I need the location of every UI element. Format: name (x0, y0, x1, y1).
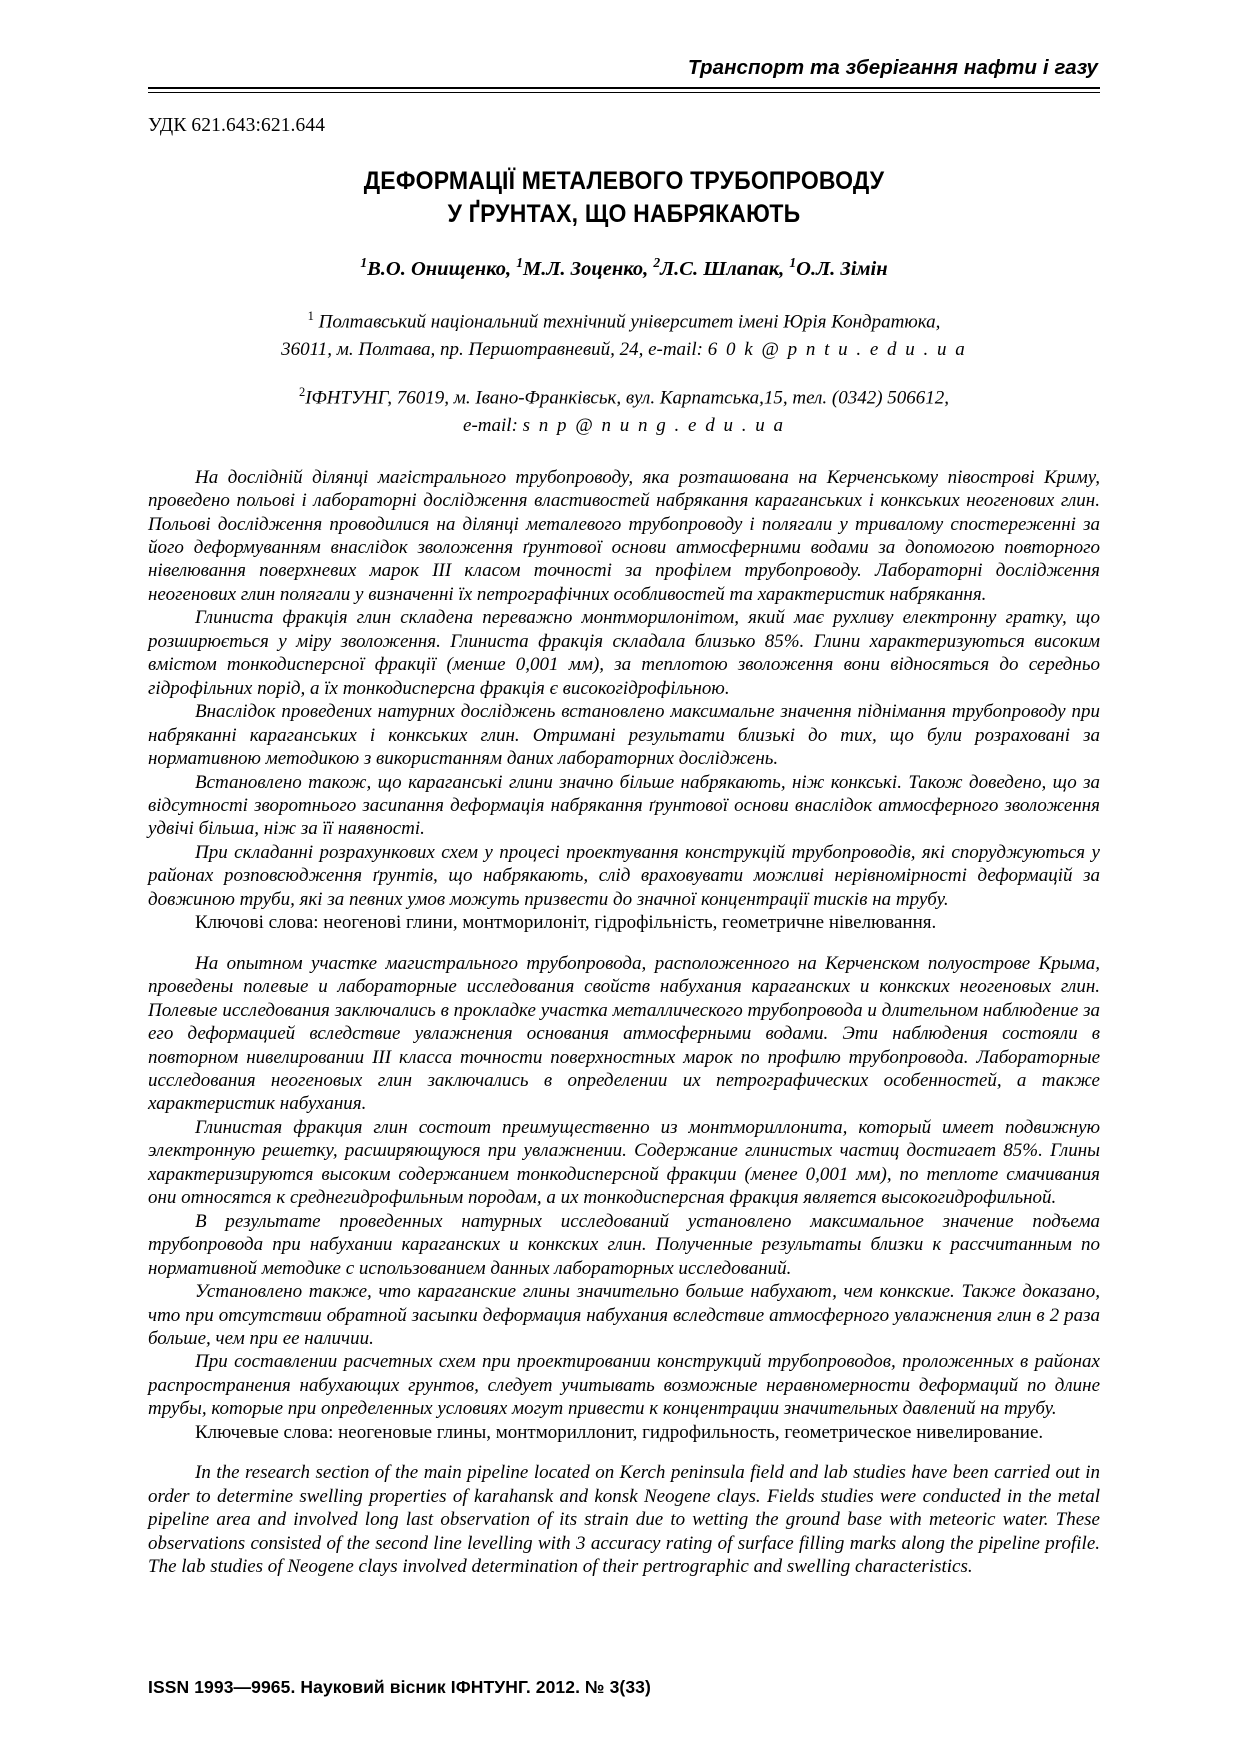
keywords-ukrainian: Ключові слова: неогенові глини, монтморилоніт, гідрофільність, геометричне нівелювання. (195, 912, 937, 934)
author-4-name: О.Л. Зімін (796, 257, 888, 280)
abstract-uk-paragraph: Глиниста фракція глин складена переважно монтморилонітом, який має рухливу електронну гратку, що розширюється у міру зволоження. Глиниста фракція складала близько 85%. Глини характеризуються високим вмістом тонкодисперсної фракції (менше 0,001 мм), за теплотою зволоження вони відносяться до середньо гідрофільних порід, а їх тонкодисперсна фракція є високогідрофільною. (148, 607, 1100, 699)
affiliation-1 (148, 307, 1100, 363)
affiliation-1-line-2 (148, 336, 1100, 364)
author-1-affiliation-marker: 1 (360, 255, 368, 270)
abstract-en-paragraph: In the research section of the main pipeline located on Kerch peninsula field and lab studies have been carried out in order to determine swelling properties of karahansk and konsk Neogene clays. Fields studies were conducted in the metal pipeline area and involved long last observation of its strain due to wetting the ground base with meteoric water. These observations consisted of the second line levelling with 3 accuracy rating of surface filling marks along the pipeline profile. The lab studies of Neogene clays involved determination of their pertrographic and swelling characteristics. (148, 1462, 1100, 1578)
author-1-name: В.О. Онищенко, (367, 257, 517, 280)
abstract-ru-paragraph: При составлении расчетных схем при проектировании конструкций трубопроводов, проложенных в районах распространения набухающих грунтов, следует учитывать возможные неравномерности деформаций по длине трубы, которые при определенных условиях могут привести к концентрации значительных давлений на трубу. (148, 1351, 1100, 1420)
abstract-ru-paragraph: Глинистая фракция глин состоит преимущественно из монтмориллонита, который имеет подвижную электронную решетку, расширяющуюся при увлажнении. Содержание глинистых частиц достигает 85%. Глины характеризируются высоким содержанием тонкодисперсной фракции (менее 0,001 мм), по теплоте смачивания они относятся к среднегидрофильным породам, а их тонкодисперсная фракция является высокогидрофильной. (148, 1116, 1100, 1209)
affiliation-2-email[interactable]: s n p @ n u n g . e d u . u a (522, 415, 785, 437)
abstract-uk-paragraph: На дослідній ділянці магістрального трубопроводу, яка розташована на Керченському півострові Криму, проведено польові і лабораторні дослідження властивостей набрякання караганських і конкських неогенових глин. Польові дослідження проводилися на ділянці металевого трубопроводу і полягали у тривалому спостереженні за його деформуванням внаслідок зволоження ґрунтової основи атмосферними водами за допомогою повторного нівелювання поверхневих марок III класом точності за профілем трубопроводу. Лабораторні дослідження неогенових глин полягали у визначенні їх петрографічних особливостей та характеристик набрякання. (148, 466, 1100, 605)
affiliation-2 (148, 383, 1100, 439)
abstract-ru-paragraph: В результате проведенных натурных исследований установлено максимальное значение подъема трубопровода при набухании караганских и конкских глин. Полученные результаты близки к рассчитанным по нормативной методике с использованием данных лабораторных исследований. (148, 1210, 1100, 1279)
abstract-ru-paragraph: На опытном участке магистрального трубопровода, расположенного на Керченском полуострове Крыма, проведены полевые и лабораторные исследования свойств набухания караганских и конкских неогеновых глин. Полевые исследования заключались в прокладке участка металлического трубопровода и длительном наблюдение за его деформацией вследствие увлажнения основания атмосферными водами. Эти наблюдения состояли в повторном нивелировании III класса точности поверхностных марок по профилю трубопровода. Лабораторные исследования неогеновых глин заключались в определении их петрографических особенностей, а также характеристик набухания. (148, 952, 1100, 1115)
author-2-affiliation-marker: 1 (516, 255, 523, 270)
affiliation-2-marker: 2 (298, 385, 306, 400)
affiliation-1-marker: 1 (307, 308, 314, 323)
section-gap (148, 935, 1100, 952)
abstract-ukrainian (148, 466, 1100, 912)
header-rule (148, 87, 1100, 93)
footer-issn-line: ISSN 1993—9965. Науковий вісник ІФНТУНГ. 2012. № 3(33) (148, 1677, 651, 1697)
affiliation-2-email-label: e-mail: (463, 415, 523, 437)
udc-code: УДК 621.643:621.644 (148, 115, 326, 136)
affiliation-2-line-2 (148, 412, 1100, 440)
affiliation-1-institution: Полтавський національний технічний університет імені Юрія Кондратюка, (318, 311, 941, 333)
author-4-affiliation-marker: 1 (789, 255, 797, 270)
title-line-2: У ҐРУНТАХ, ЩО НАБРЯКАЮТЬ (447, 200, 801, 228)
affiliation-2-institution: ІФНТУНГ, 76019, м. Івано-Франківськ, вул. Карпатська,15, тел. (0342) 506612, (305, 387, 950, 409)
running-head: Транспорт та зберігання нафти і газу (687, 56, 1098, 79)
keywords-russian: Ключевые слова: неогеновые глины, монтмориллонит, гидрофильность, геометрическое нивелирование. (195, 1421, 1044, 1443)
abstract-english (148, 1461, 1100, 1578)
affiliation-2-line-1 (148, 383, 1100, 412)
author-3-name: Л.С. Шлапак, (660, 257, 790, 280)
abstract-ru-paragraph: Установлено также, что караганские глины значительно больше набухают, чем конкские. Также доказано, что при отсутствии обратной засыпки деформация набухания вследствие атмосферного увлажнения глин в 2 раза больше, чем при ее наличии. (148, 1281, 1100, 1349)
author-3-affiliation-marker: 2 (653, 255, 661, 270)
author-list (148, 255, 1100, 281)
abstract-uk-paragraph: Встановлено також, що караганські глини значно більше набрякають, ніж конкські. Також доведено, що за відсутності зворотнього засипання деформація набрякання ґрунтової основи внаслідок атмосферного зволоження удвічі більша, ніж за її наявності. (148, 771, 1100, 840)
section-gap (148, 1444, 1100, 1461)
affiliation-1-email[interactable]: 6 0 k @ p n t u . e d u . u a (707, 338, 967, 360)
abstract-uk-paragraph: Внаслідок проведених натурних досліджень встановлено максимальне значення піднімання трубопроводу при набряканні караганських і конкських глин. Отримані результати близькі до тих, що були розраховані за нормативною методикою з використанням даних лабораторних досліджень. (148, 701, 1100, 770)
page-title (186, 165, 1062, 231)
title-line-1: ДЕФОРМАЦІЇ МЕТАЛЕВОГО ТРУБОПРОВОДУ (363, 167, 885, 195)
abstract-russian (148, 952, 1100, 1421)
affiliation-1-address: 36011, м. Полтава, пр. Першотравневий, 24, e-mail: (281, 338, 708, 360)
author-2-name: М.Л. Зоценко, (523, 257, 654, 280)
affiliation-1-line-1 (148, 307, 1100, 336)
abstract-uk-paragraph: При складанні розрахункових схем у процесі проектування конструкцій трубопроводів, які споруджуються у районах розповсюдження ґрунтів, що набрякають, слід враховувати можливі нерівномірності деформацій за довжиною труби, які за певних умов можуть призвести до значної концентрації тисків на трубу. (148, 841, 1100, 910)
